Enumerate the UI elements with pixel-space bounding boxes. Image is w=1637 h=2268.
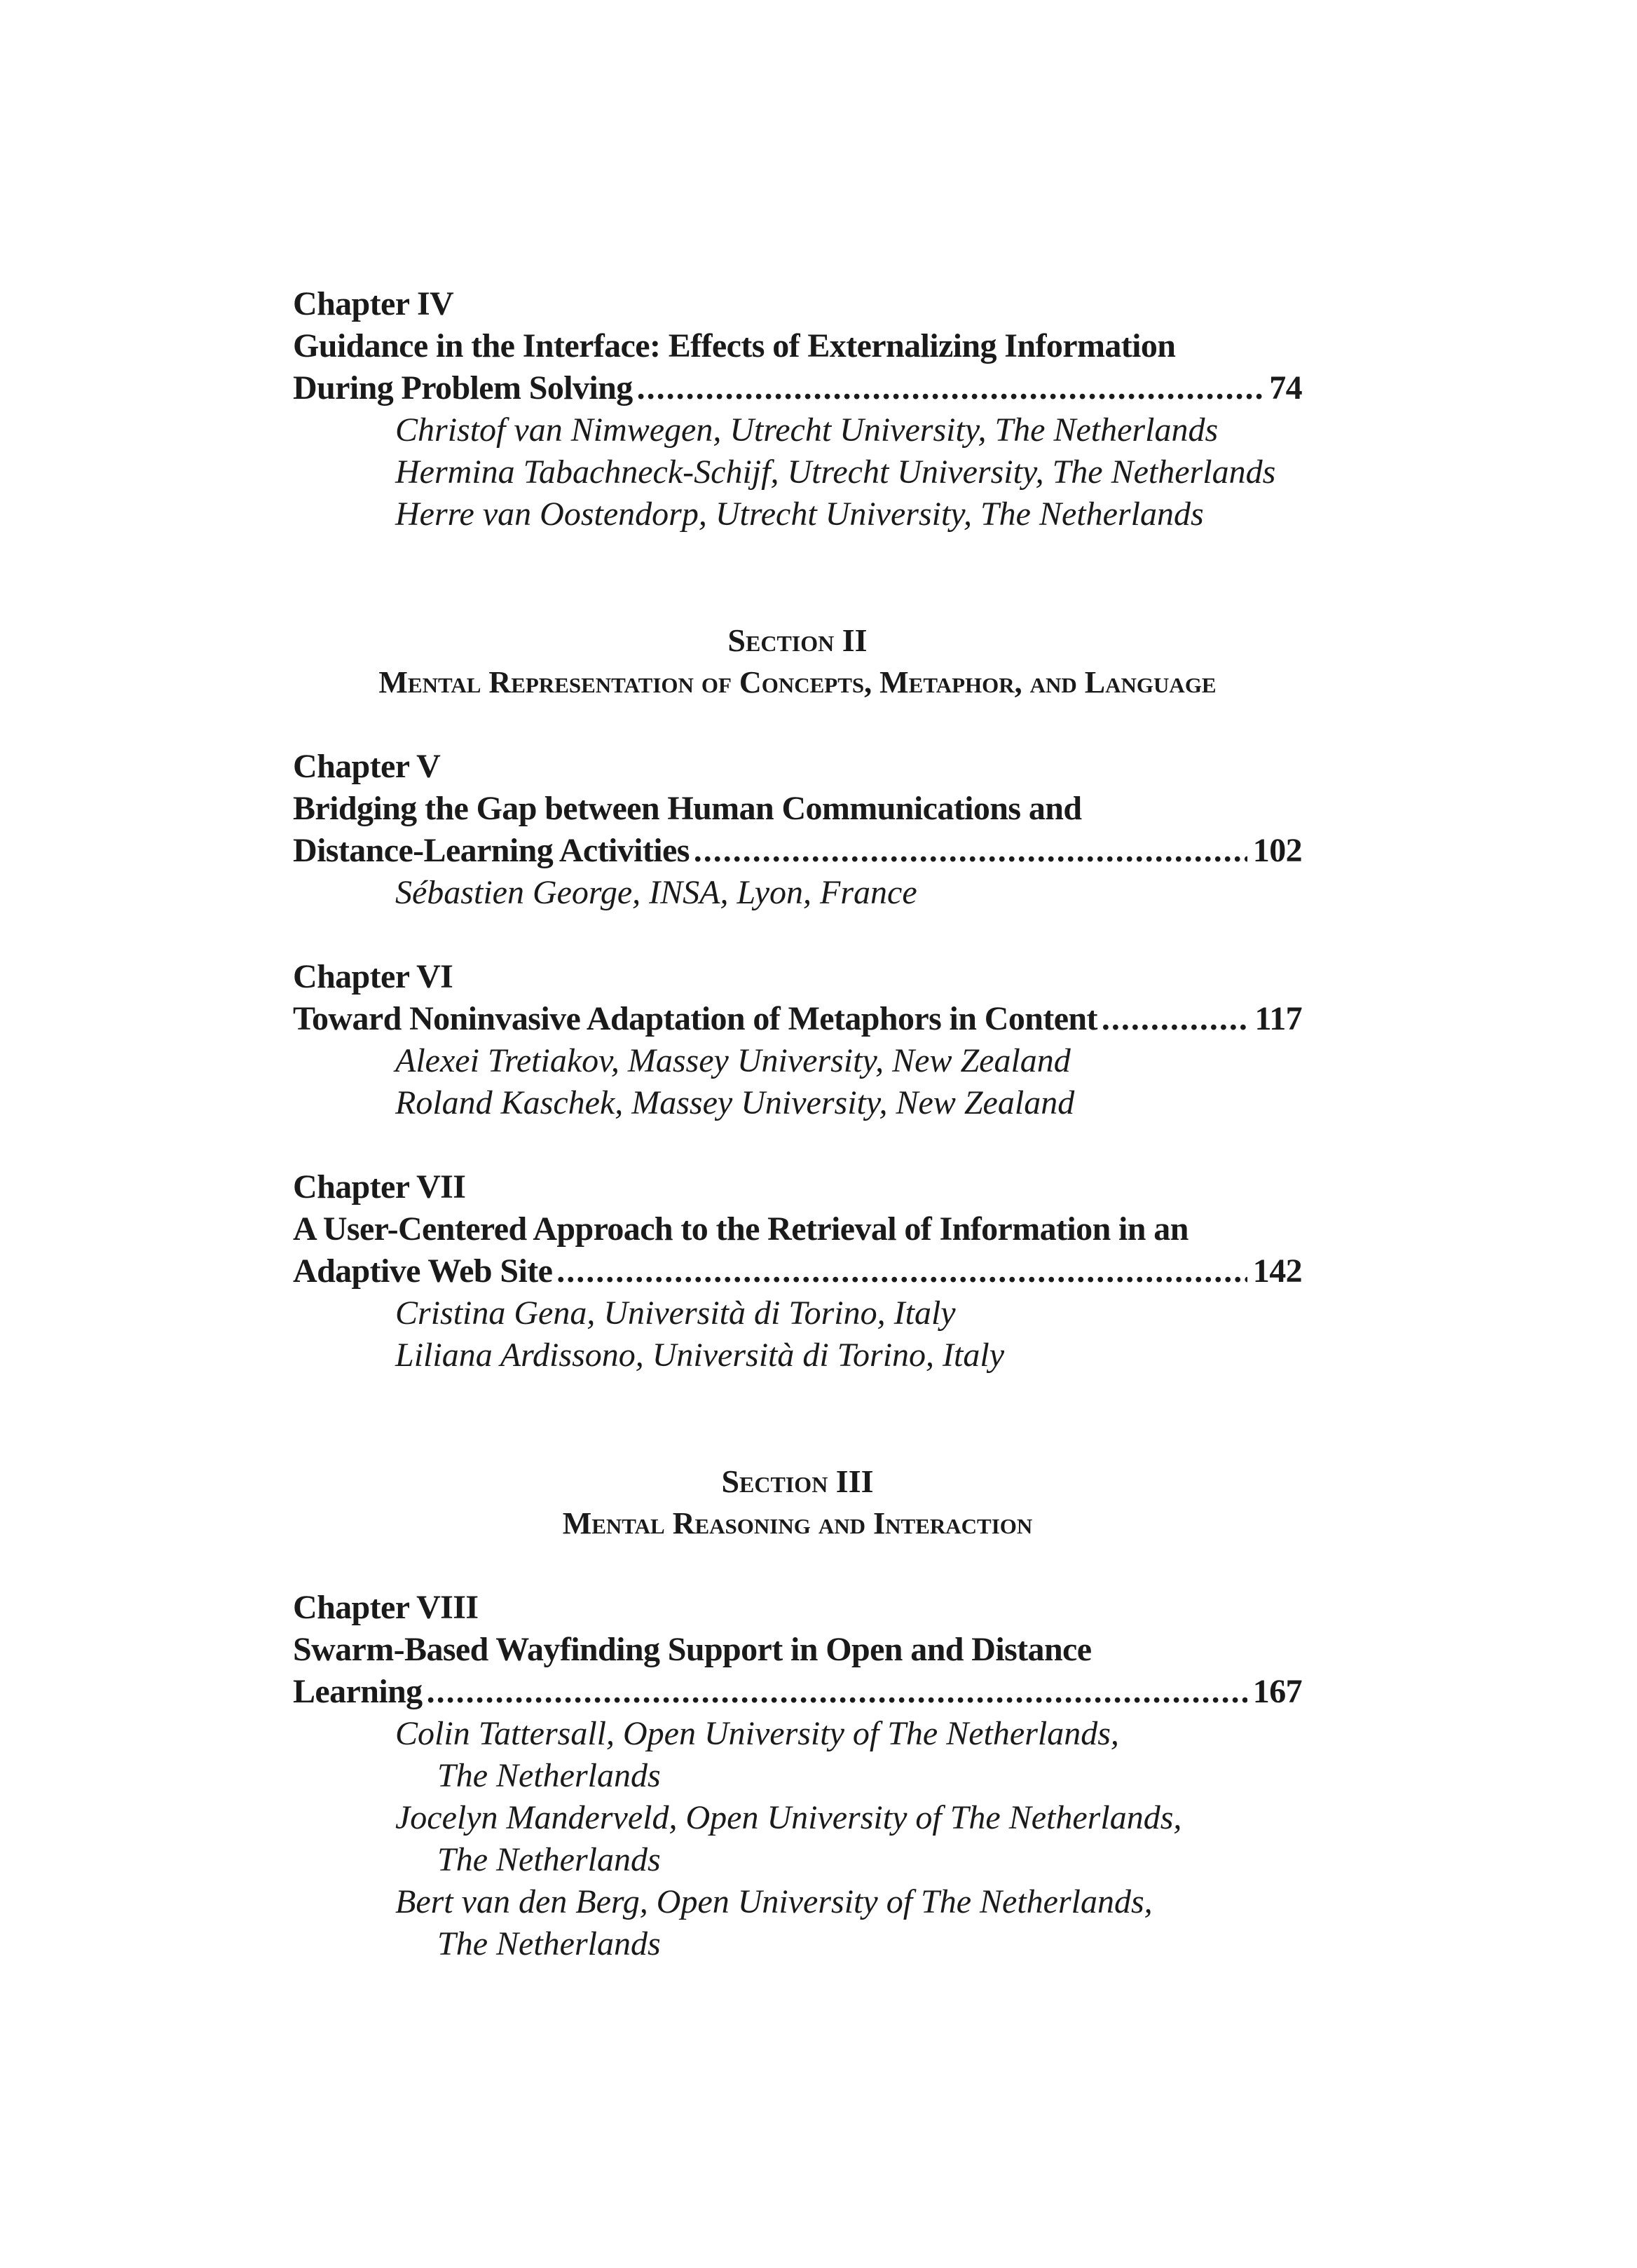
author-affiliation-continued: The Netherlands [437,1925,661,1962]
chapter-label: Chapter VI [293,958,453,995]
section-title: Mental Representation of Concepts, Metaphor, and Language [378,665,1217,699]
chapter-title: A User-Centered Approach to the Retrieval of Information in an [293,1210,1189,1248]
page-number: 102 [1252,832,1302,869]
author-line [293,1797,1302,1881]
section-heading-2 [293,620,1302,704]
chapter-title-last-line [293,830,1302,872]
page-number: 117 [1254,1000,1302,1037]
chapter-label: Chapter IV [293,285,454,322]
section-title: Mental Reasoning and Interaction [562,1506,1033,1541]
chapter-title: Adaptive Web Site [293,1252,553,1290]
dot-leader [694,830,1247,872]
section-label: Section III [721,1463,874,1499]
chapter-title-last-line [293,998,1302,1040]
chapter-label: Chapter V [293,748,441,785]
author-line: Roland Kaschek, Massey University, New Zealand [395,1084,1075,1121]
author-line: Sébastien George, INSA, Lyon, France [395,874,917,911]
author-line: Herre van Oostendorp, Utrecht University, The Netherlands [395,496,1204,533]
author-line: Christof van Nimwegen, Utrecht University, The Netherlands [395,411,1219,449]
chapter-title: Learning [293,1673,423,1710]
chapter-title-last-line [293,1671,1302,1713]
author-affiliation-continued: The Netherlands [437,1841,661,1878]
section-label: Section II [727,622,868,658]
page-number: 74 [1269,369,1302,407]
chapter-title-last-line [293,367,1302,409]
author-name: Bert van den Berg, Open University of The Netherlands, [395,1883,1153,1920]
page-number: 142 [1252,1252,1302,1290]
chapter-label: Chapter VII [293,1168,466,1205]
toc-entry-chapter-8 [293,1587,1302,1965]
section-heading-3 [293,1461,1302,1545]
chapter-title: Swarm-Based Wayfinding Support in Open and Distance [293,1631,1092,1668]
author-name: Colin Tattersall, Open University of The Netherlands, [395,1715,1119,1752]
dot-leader [1102,998,1249,1040]
chapter-title: Distance-Learning Activities [293,832,690,869]
toc-entry-chapter-5 [293,746,1302,914]
author-line: Cristina Gena, Università di Torino, Italy [395,1294,956,1332]
dot-leader [556,1250,1247,1292]
toc-entry-chapter-4 [293,283,1302,535]
author-line: Alexei Tretiakov, Massey University, New Zealand [395,1042,1071,1079]
toc-entry-chapter-7 [293,1166,1302,1376]
dot-leader [637,367,1264,409]
author-line: Hermina Tabachneck-Schijf, Utrecht University, The Netherlands [395,453,1276,491]
author-affiliation-continued: The Netherlands [437,1757,661,1794]
chapter-label: Chapter VIII [293,1589,479,1626]
chapter-title: Bridging the Gap between Human Communications and [293,790,1082,827]
chapter-title: Toward Noninvasive Adaptation of Metaphors in Content [293,1000,1097,1037]
page-number: 167 [1252,1673,1302,1710]
dot-leader [427,1671,1247,1713]
toc-page [293,283,1302,2007]
chapter-title-last-line [293,1250,1302,1292]
author-line: Liliana Ardissono, Università di Torino, Italy [395,1337,1004,1374]
author-line [293,1713,1302,1797]
chapter-title: Guidance in the Interface: Effects of Externalizing Information [293,327,1176,364]
author-name: Jocelyn Manderveld, Open University of The Netherlands, [395,1799,1182,1836]
chapter-title: During Problem Solving [293,369,633,407]
author-line [293,1881,1302,1965]
toc-entry-chapter-6 [293,956,1302,1124]
